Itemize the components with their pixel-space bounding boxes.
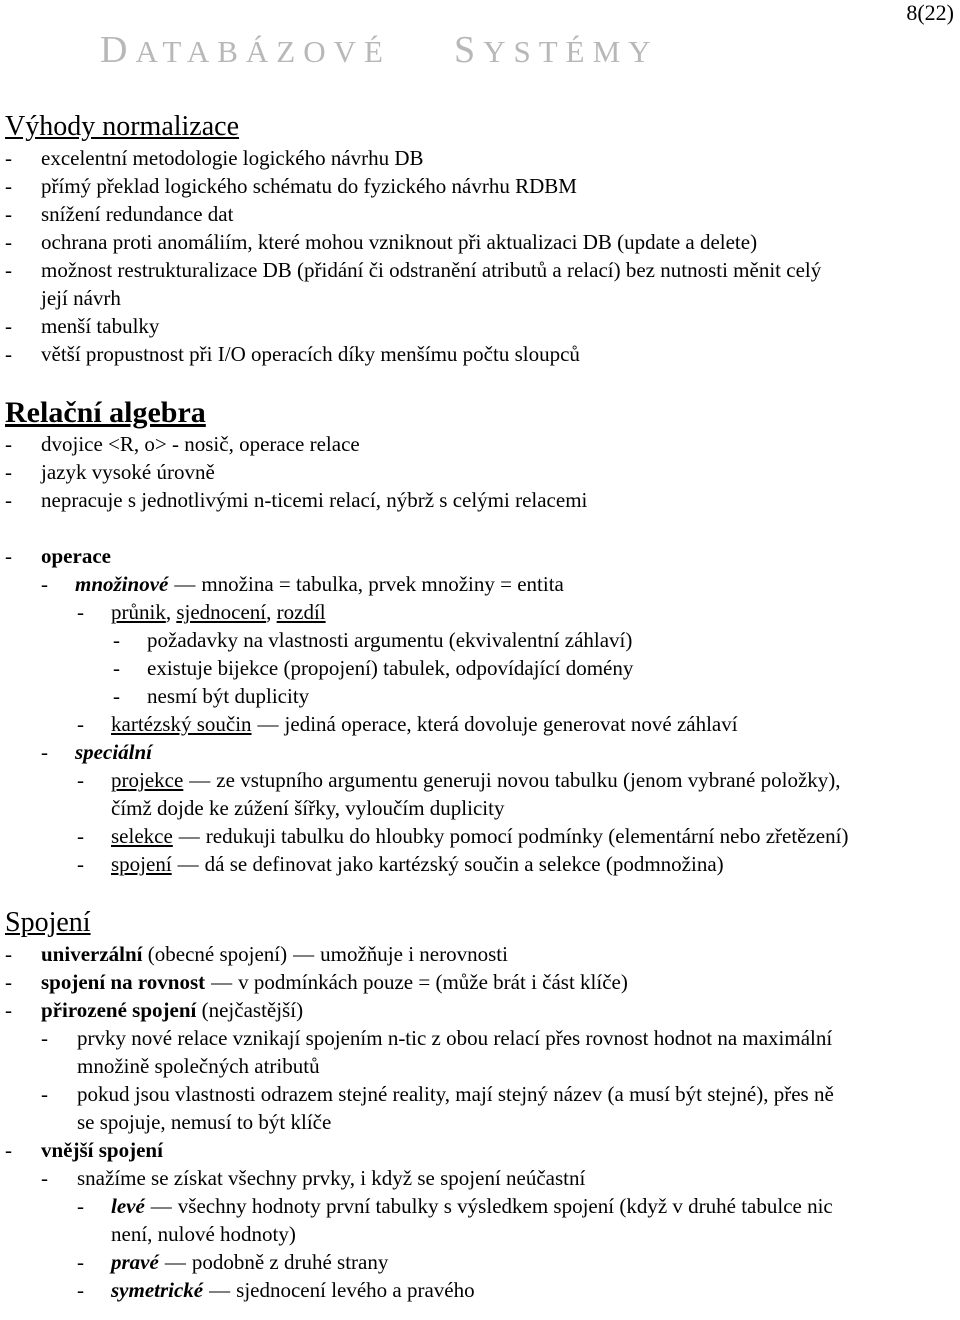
list-item-univerzalni: - univerzální (obecné spojení) — umožňuje i nerovnosti <box>5 942 508 966</box>
section-heading-relacni-algebra: Relační algebra <box>5 396 206 429</box>
list-item-mnozinove-ops: - průnik, sjednocení, rozdíl <box>77 600 326 624</box>
list-item-prave: - pravé — podobně z druhé strany <box>77 1250 389 1274</box>
list-item: - jazyk vysoké úrovně <box>5 460 215 484</box>
header-initial-s: S <box>453 29 484 71</box>
term-projekce: projekce <box>111 768 184 792</box>
list-item: - přímý překlad logického schématu do fyzického návrhu RDBM <box>5 174 577 198</box>
list-item: - ochrana proti anomáliím, které mohou vzniknout při aktualizaci DB (update a delete) <box>5 230 758 254</box>
list-item-leve: - levé — všechny hodnoty první tabulky s výsledkem spojení (když v druhé tabulce nic <box>77 1194 833 1218</box>
term-mnozinove: množinové <box>75 572 169 596</box>
list-item: - možnost restrukturalizace DB (přidání či odstranění atributů a relací) bez nutnosti měnit celý <box>5 258 822 282</box>
list-item: - pokud jsou vlastnosti odrazem stejné reality, mají stejný název (a musí být stejné), přes ně <box>41 1082 834 1106</box>
list-item: - nepracuje s jednotlivými n-ticemi relací, nýbrž s celými relacemi <box>5 488 588 512</box>
list-item: - větší propustnost při I/O operacích díky menšímu počtu sloupců <box>5 342 580 366</box>
list-item-kartezsky: - kartézský součin — jediná operace, která dovoluje generovat nové záhlaví <box>77 712 738 736</box>
list-item-continuation: není, nulové hodnoty) <box>111 1222 296 1246</box>
document-header-title <box>100 30 860 72</box>
list-item: - prvky nové relace vznikají spojením n-tic z obou relací přes rovnost hodnot na maximální <box>41 1026 833 1050</box>
list-item: - dvojice <R, o> - nosič, operace relace <box>5 432 360 456</box>
term-prunik: průnik <box>111 600 166 624</box>
list-item-continuation: její návrh <box>41 286 121 310</box>
list-item: - snížení redundance dat <box>5 202 234 226</box>
section-heading-spojeni: Spojení <box>5 907 91 938</box>
list-item: - požadavky na vlastnosti argumentu (ekvivalentní záhlaví) <box>113 628 633 652</box>
list-item-continuation: se spojuje, nemusí to být klíče <box>77 1110 332 1134</box>
term-rozdil: rozdíl <box>276 600 326 624</box>
section-heading-normalizace: Výhody normalizace <box>5 111 240 142</box>
list-item-specialni: - speciální <box>41 740 152 764</box>
list-item: - snažíme se získat všechny prvky, i když se spojení neúčastní <box>41 1166 586 1190</box>
list-item-continuation: množině společných atributů <box>77 1054 320 1078</box>
list-item-continuation: čímž dojde ke zúžení šířky, vyloučím duplicity <box>111 796 505 820</box>
header-word-1: ATABÁZOVÉ <box>135 34 391 69</box>
list-item-projekce: - projekce — ze vstupního argumentu generuji novou tabulku (jenom vybrané položky), <box>77 768 841 792</box>
list-item-prirozene: - přirozené spojení (nejčastější) <box>5 998 304 1022</box>
list-item: - menší tabulky <box>5 314 160 338</box>
term-spojeni: spojení <box>111 852 172 876</box>
list-item: - nesmí být duplicity <box>113 684 310 708</box>
list-item-mnozinove: - množinové — množina = tabulka, prvek množiny = entita <box>41 572 564 596</box>
page-content <box>5 110 957 1304</box>
list-item-selekce: - selekce — redukuji tabulku do hloubky pomocí podmínky (elementární nebo zřetězení) <box>77 824 849 848</box>
term-selekce: selekce <box>111 824 173 848</box>
header-initial-d: D <box>100 29 136 71</box>
list-item-spojeni: - spojení — dá se definovat jako kartézský součin a selekce (podmnožina) <box>77 852 724 876</box>
term-kartezsky-soucin: kartézský součin <box>111 712 252 736</box>
term-sjednoceni: sjednocení <box>176 600 267 624</box>
list-item-operace: - operace <box>5 544 111 568</box>
list-item: - existuje bijekce (propojení) tabulek, odpovídající domény <box>113 656 634 680</box>
list-item-na-rovnost: - spojení na rovnost — v podmínkách pouze = (může brát i část klíče) <box>5 970 628 994</box>
page-number: 8(22) <box>906 0 954 25</box>
list-item-vnejsi: - vnější spojení <box>5 1138 163 1162</box>
list-item: - excelentní metodologie logického návrhu DB <box>5 146 424 170</box>
header-word-2: YSTÉMY <box>483 34 659 69</box>
list-item-symetricke: - symetrické — sjednocení levého a pravého <box>77 1278 475 1302</box>
